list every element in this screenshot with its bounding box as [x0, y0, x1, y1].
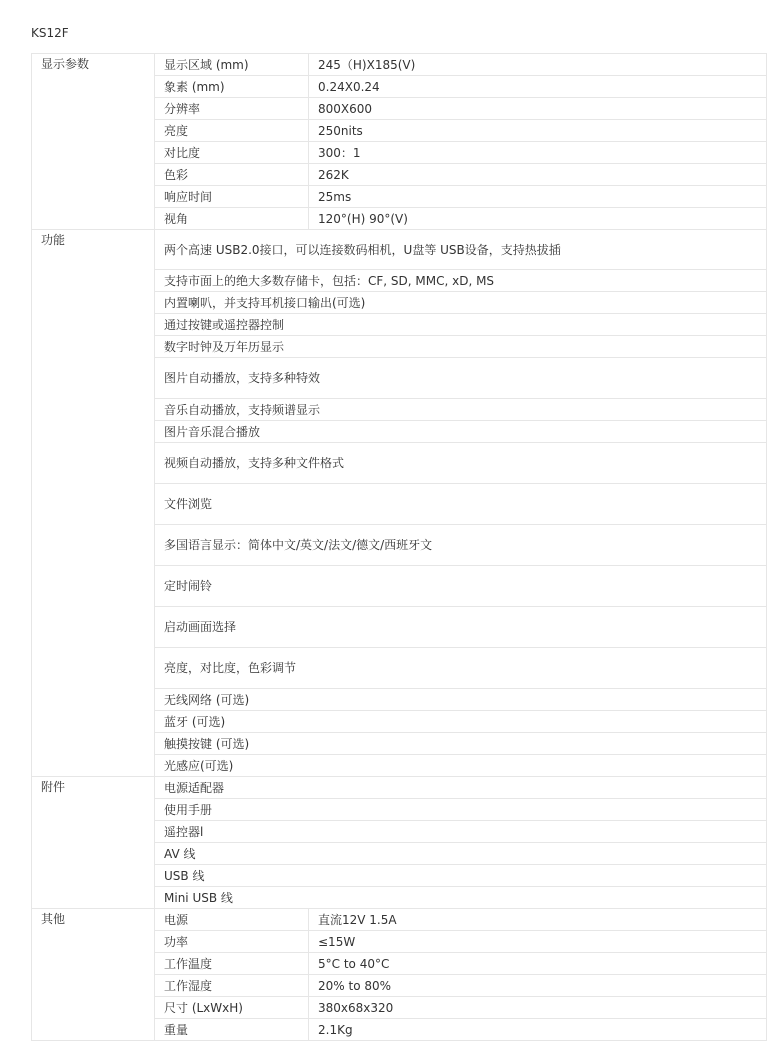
feature-cell: 使用手册	[155, 799, 767, 821]
spec-value-cell: 20% to 80%	[309, 975, 767, 997]
spec-table-body	[32, 54, 767, 1041]
spec-label-cell: 工作温度	[155, 953, 309, 975]
category-cell: 功能	[32, 230, 155, 777]
feature-cell: Mini USB 线	[155, 887, 767, 909]
category-cell: 附件	[32, 777, 155, 909]
spec-value-cell: 0.24X0.24	[309, 76, 767, 98]
spec-value-cell: ≤15W	[309, 931, 767, 953]
feature-cell: 无线网络 (可选)	[155, 689, 767, 711]
spec-value-cell: 250nits	[309, 120, 767, 142]
feature-cell: 多国语言显示：简体中文/英文/法文/德文/西班牙文	[155, 525, 767, 566]
spec-label-cell: 电源	[155, 909, 309, 931]
spec-row	[32, 777, 767, 799]
spec-value-cell: 800X600	[309, 98, 767, 120]
feature-cell: AV 线	[155, 843, 767, 865]
category-cell: 显示参数	[32, 54, 155, 230]
spec-row	[32, 909, 767, 931]
feature-cell: 定时闹铃	[155, 566, 767, 607]
spec-label-cell: 象素 (mm)	[155, 76, 309, 98]
spec-value-cell: 380x68x320	[309, 997, 767, 1019]
spec-label-cell: 功率	[155, 931, 309, 953]
category-cell: 其他	[32, 909, 155, 1041]
feature-cell: 内置喇叭，并支持耳机接口输出(可选)	[155, 292, 767, 314]
spec-label-cell: 亮度	[155, 120, 309, 142]
spec-label-cell: 工作湿度	[155, 975, 309, 997]
spec-label-cell: 分辨率	[155, 98, 309, 120]
feature-cell: 启动画面选择	[155, 607, 767, 648]
feature-cell: 亮度，对比度，色彩调节	[155, 648, 767, 689]
spec-value-cell: 5°C to 40°C	[309, 953, 767, 975]
spec-value-cell: 245（H)X185(V)	[309, 54, 767, 76]
spec-table	[31, 53, 767, 1041]
spec-label-cell: 视角	[155, 208, 309, 230]
spec-value-cell: 直流12V 1.5A	[309, 909, 767, 931]
spec-value-cell: 262K	[309, 164, 767, 186]
feature-cell: 光感应(可选)	[155, 755, 767, 777]
spec-row	[32, 230, 767, 270]
feature-cell: 电源适配器	[155, 777, 767, 799]
spec-row	[32, 54, 767, 76]
feature-cell: 支持市面上的绝大多数存储卡，包括：CF, SD, MMC, xD, MS	[155, 270, 767, 292]
spec-value-cell: 2.1Kg	[309, 1019, 767, 1041]
feature-cell: 文件浏览	[155, 484, 767, 525]
model-title: KS12F	[31, 26, 69, 40]
spec-label-cell: 对比度	[155, 142, 309, 164]
spec-value-cell: 120°(H) 90°(V)	[309, 208, 767, 230]
feature-cell: 两个高速 USB2.0接口，可以连接数码相机，U盘等 USB设备，支持热拔插	[155, 230, 767, 270]
feature-cell: 图片自动播放，支持多种特效	[155, 358, 767, 399]
feature-cell: 音乐自动播放，支持频谱显示	[155, 399, 767, 421]
feature-cell: USB 线	[155, 865, 767, 887]
feature-cell: 触摸按键 (可选)	[155, 733, 767, 755]
spec-value-cell: 25ms	[309, 186, 767, 208]
feature-cell: 图片音乐混合播放	[155, 421, 767, 443]
spec-label-cell: 响应时间	[155, 186, 309, 208]
spec-label-cell: 重量	[155, 1019, 309, 1041]
spec-value-cell: 300：1	[309, 142, 767, 164]
feature-cell: 数字时钟及万年历显示	[155, 336, 767, 358]
feature-cell: 遥控器l	[155, 821, 767, 843]
feature-cell: 视频自动播放，支持多种文件格式	[155, 443, 767, 484]
feature-cell: 蓝牙 (可选)	[155, 711, 767, 733]
feature-cell: 通过按键或遥控器控制	[155, 314, 767, 336]
spec-label-cell: 色彩	[155, 164, 309, 186]
spec-label-cell: 尺寸 (LxWxH)	[155, 997, 309, 1019]
spec-label-cell: 显示区域 (mm)	[155, 54, 309, 76]
